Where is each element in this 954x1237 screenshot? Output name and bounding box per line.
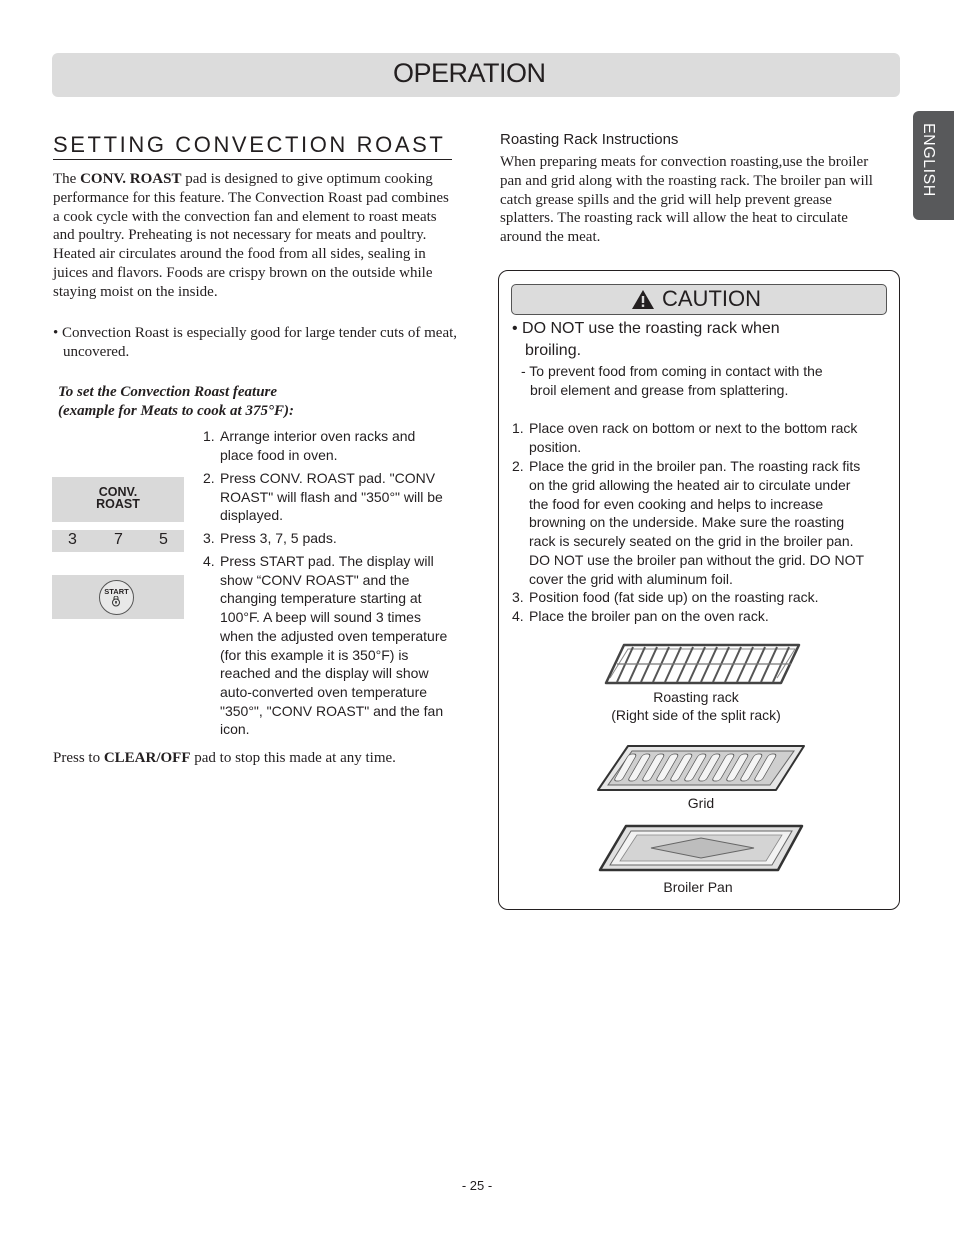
caution-warning-line1: • DO NOT use the roasting rack when [512,320,780,337]
step-text: Press CONV. ROAST pad. "CONV ROAST" will flash and "350°" will be displayed. [220,470,443,524]
number-key-5: 5 [159,531,168,548]
rack-step-number: 3. [512,589,524,605]
caution-subnote-line2: broil element and grease from splattering. [530,382,789,398]
caption-roasting-rack: Roasting rack [653,689,739,705]
step-number: 4. [203,553,215,569]
grid-illustration [594,742,810,794]
language-tab-label: ENGLISH [920,123,937,197]
step-text: Press START pad. The display will show “CONV ROAST" and the changing temperature starting at 100°F. A beep will sound 3 times when the adjusted oven temperature (for this example it is 350°F) is reached and the display will show auto-converted oven temperature "350°", "CONV ROAST" and the fan icon. [220,553,448,738]
caution-label: CAUTION [662,286,761,311]
rack-step-number: 2. [512,458,524,474]
caption-roasting-rack-note: (Right side of the split rack) [611,707,781,723]
step-number: 3. [203,530,215,546]
header-bar [52,53,900,97]
caption-broiler-pan: Broiler Pan [663,879,733,895]
caution-banner [511,284,887,315]
clear-off-pre: Press to [53,750,104,766]
feature-bullet-text: • Convection Roast is especially good for large tender cuts of meat, uncovered. [53,325,458,360]
rack-step-text: Place the grid in the broiler pan. The roasting rack fits on the grid allowing the heated air to circulate under the food for even cooking and helps to increase browning on the underside. Make sure the roasting rack is securely seated on the grid in the broiler pan. DO NOT use the broiler pan without the grid. DO NOT cover the grid with aluminum foil. [529,458,864,587]
step-text: Arrange interior oven racks and place food in oven. [220,428,416,463]
caution-warning-line2: broiling. [525,342,582,359]
step-text: Press 3, 7, 5 pads. [220,530,337,546]
rack-step-text: Place oven rack on bottom or next to the bottom rack position. [529,420,858,455]
clear-off-bold: CLEAR/OFF [103,750,191,766]
number-key-3: 3 [68,531,77,548]
warning-icon [631,289,655,310]
step-number: 2. [203,470,215,486]
start-label: START [104,587,129,596]
number-pad-strip [52,530,184,552]
roasting-rack-illustration [603,640,803,688]
language-tab [913,111,954,220]
caption-grid: Grid [687,795,715,811]
page-number: - 25 - [461,1178,493,1193]
rack-step-text: Position food (fat side up) on the roasting rack. [529,589,819,605]
page-title: OPERATION [393,58,546,88]
rack-instructions-intro: When preparing meats for convection roasting,use the broiler pan and grid along with the roasting rack. The broiler pan will catch grease spills and the grid will help prevent grease splatters. The roasting rack will allow the heat to circulate around the meat. [500,154,873,246]
example-heading-line2: (example for Meats to cook at 375°F): [58,403,294,419]
rack-step-number: 4. [512,608,524,624]
conv-roast-pad [52,477,184,522]
example-heading-line1: To set the Convection Roast feature [58,384,278,400]
intro-text-pre: The [53,171,81,187]
conv-pad-label-line2: ROAST [96,497,140,511]
lock-icon [111,596,121,607]
start-button-illustration [99,580,134,615]
conv-pad-label-line1: CONV. [98,485,138,499]
clear-off-note [53,750,473,767]
intro-paragraph [53,170,458,302]
intro-text-bold: CONV. ROAST [80,171,182,187]
caution-subnote-line1: - To prevent food from coming in contact with the [521,363,823,379]
rack-step-text: Place the broiler pan on the oven rack. [529,608,769,624]
start-pad [52,575,184,619]
broiler-pan-illustration [596,822,808,874]
caution-warning [512,318,832,362]
rack-instructions-title: Roasting Rack Instructions [500,131,679,148]
example-heading [58,383,448,421]
number-key-7: 7 [114,531,123,548]
feature-bullet [53,324,458,362]
rack-step-number: 1. [512,420,524,436]
section-title: SETTING CONVECTION ROAST [53,132,452,160]
step-number: 1. [203,428,215,444]
clear-off-post: pad to stop this made at any time. [190,750,396,766]
caution-subnote [521,362,861,400]
intro-text-post: pad is designed to give optimum cooking performance for this feature. The Convection Roast pad combines a cook cycle with the convection fan and element to roast meats and poultry. Preheating is not necessary for meats and poultry. Heated air circulates around the food from all sides, sealing in juices and flavors. Foods are crispy brown on the outside while staying moist on the inside. [53,171,449,300]
